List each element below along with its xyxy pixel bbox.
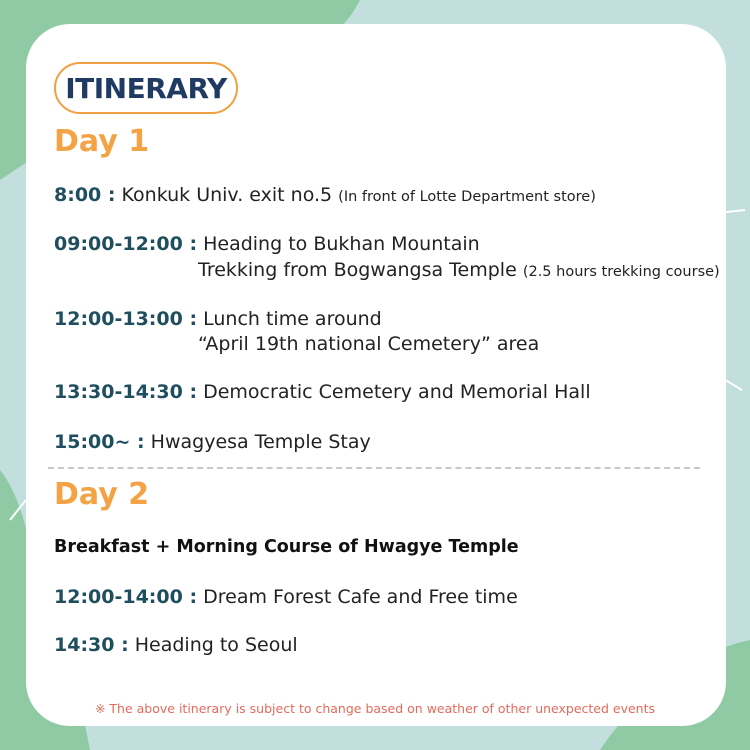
day1-item-3-line2 (198, 333, 539, 355)
day1-item-4 (54, 381, 591, 403)
page-title: ITINERARY (54, 62, 238, 114)
item-text: Democratic Cemetery and Memorial Hall (197, 381, 591, 403)
item-time: 09:00-12:00 : (54, 233, 198, 255)
day2-item-2 (54, 634, 298, 656)
day1-item-5 (54, 431, 371, 453)
item-text: Konkuk Univ. exit no.5 (115, 184, 339, 206)
day1-item-3 (54, 308, 382, 330)
day1-item-1 (54, 184, 596, 206)
item-text-line2: “April 19th national Cemetery” area (198, 333, 540, 355)
item-time: 15:00~ : (54, 431, 145, 453)
item-note: (In front of Lotte Department store) (338, 189, 596, 205)
day1-item-2-line2 (198, 259, 720, 281)
item-text: Heading to Seoul (128, 634, 298, 656)
day1-heading: Day 1 (54, 124, 150, 159)
day2-item-1 (54, 586, 518, 608)
item-text: Dream Forest Cafe and Free time (197, 586, 518, 608)
day2-heading: Day 2 (54, 477, 150, 512)
day2-breakfast-line: Breakfast + Morning Course of Hwagye Temple (54, 537, 519, 557)
item-text: Hwagyesa Temple Stay (144, 431, 371, 453)
item-time: 13:30-14:30 : (54, 381, 198, 403)
day-divider (48, 467, 700, 469)
item-text: Lunch time around (197, 308, 382, 330)
item-note: (2.5 hours trekking course) (522, 264, 720, 280)
item-text: Heading to Bukhan Mountain (197, 233, 480, 255)
day1-item-2 (54, 233, 480, 255)
item-time: 12:00-13:00 : (54, 308, 198, 330)
item-time: 12:00-14:00 : (54, 586, 198, 608)
item-text-line2: Trekking from Bogwangsa Temple (198, 259, 523, 281)
item-time: 8:00 : (54, 184, 116, 206)
disclaimer-note: ※ The above itinerary is subject to change based on weather of other unexpected events (94, 701, 656, 716)
item-time: 14:30 : (54, 634, 129, 656)
